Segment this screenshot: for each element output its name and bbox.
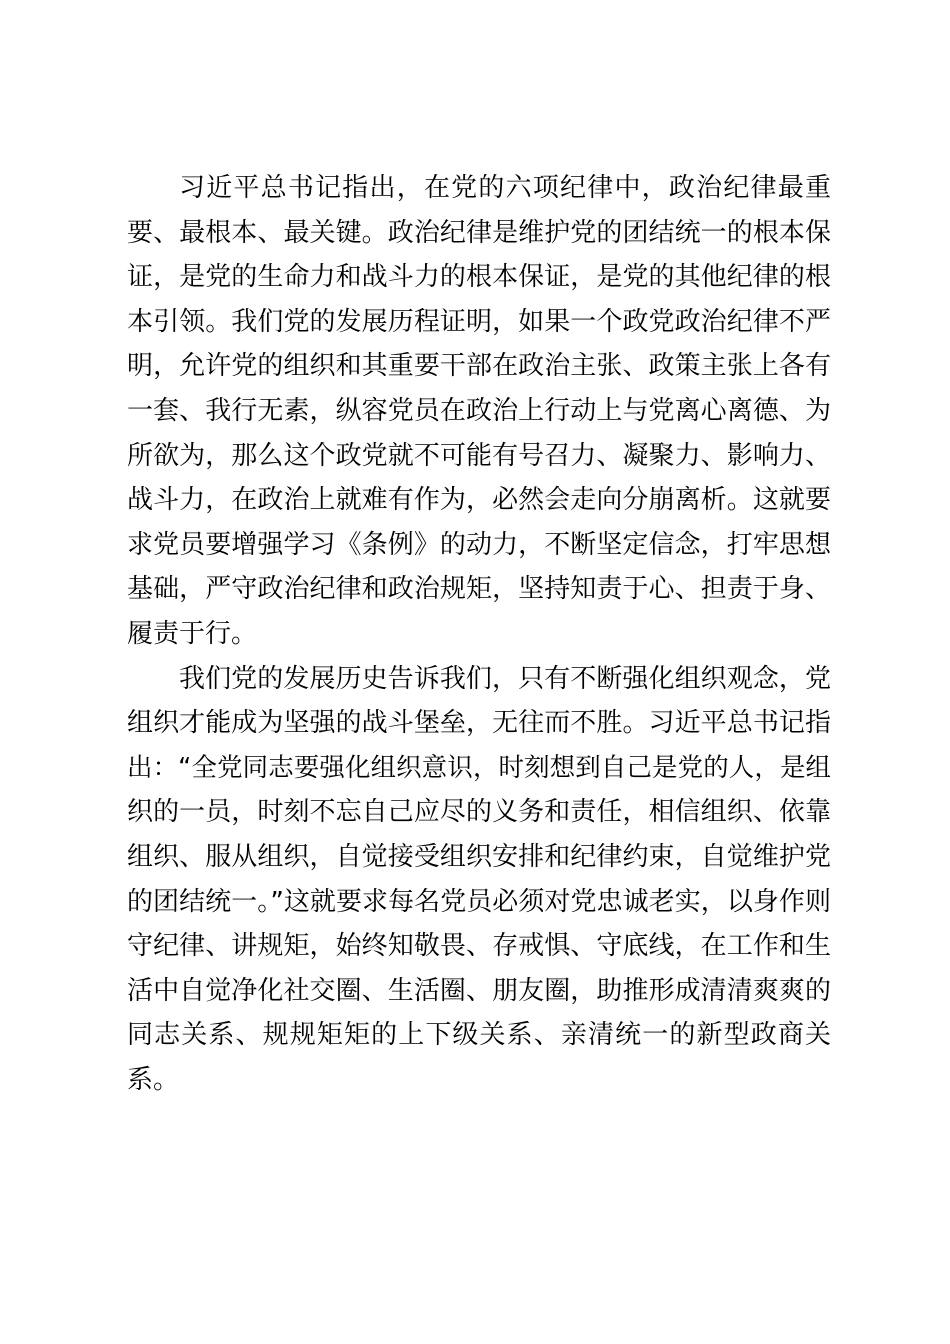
paragraph-line: 要、最根本、最关键。政治纪律是维护党的团结统一的根本保 [127, 217, 831, 248]
paragraph-line: 的团结统一。”这就要求每名党员必须对党忠诚老实，以身作则 [127, 886, 831, 917]
paragraph-line: 守纪律、讲规矩，始终知敬畏、存戒惧、守底线，在工作和生 [127, 931, 831, 962]
paragraph-line: 一套、我行无素，纵容党员在政治上行动上与党离心离德、为 [127, 395, 831, 426]
paragraph-political-discipline [127, 166, 831, 657]
paragraph-line: 本引领。我们党的发展历程证明，如果一个政党政治纪律不严 [127, 306, 831, 337]
paragraph-line: 战斗力，在政治上就难有作为，必然会走向分崩离析。这就要 [127, 485, 831, 516]
paragraph-line: 基础，严守政治纪律和政治规矩，坚持知责于心、担责于身、 [127, 574, 831, 605]
document-body [127, 166, 831, 1102]
paragraph-line: 履责于行。 [127, 618, 258, 649]
paragraph-line: 系。 [127, 1064, 180, 1095]
paragraph-line: 习近平总书记指出，在党的六项纪律中，政治纪律最重 [179, 173, 831, 203]
paragraph-line: 织的一员，时刻不忘自己应尽的义务和责任，相信组织、依靠 [127, 797, 831, 828]
paragraph-line: 活中自觉净化社交圈、生活圈、朋友圈，助推形成清清爽爽的 [127, 975, 831, 1006]
paragraph-line: 组织才能成为坚强的战斗堡垒，无往而不胜。习近平总书记指 [127, 708, 831, 739]
paragraph-line: 求党员要增强学习《条例》的动力，不断坚定信念，打牢思想 [127, 529, 831, 560]
paragraph-line: 出：“全党同志要强化组织意识，时刻想到自己是党的人，是组 [127, 752, 831, 783]
paragraph-organizational-concept [127, 657, 831, 1103]
paragraph-line: 明，允许党的组织和其重要干部在政治主张、政策主张上各有 [127, 351, 831, 382]
paragraph-line: 所欲为，那么这个政党就不可能有号召力、凝聚力、影响力、 [127, 440, 831, 471]
paragraph-line: 我们党的发展历史告诉我们，只有不断强化组织观念，党 [179, 663, 831, 694]
paragraph-line: 组织、服从组织，自觉接受组织安排和纪律约束，自觉维护党 [127, 841, 831, 872]
paragraph-line: 证，是党的生命力和战斗力的根本保证，是党的其他纪律的根 [127, 262, 831, 293]
paragraph-line: 同志关系、规规矩矩的上下级关系、亲清统一的新型政商关 [127, 1020, 831, 1051]
